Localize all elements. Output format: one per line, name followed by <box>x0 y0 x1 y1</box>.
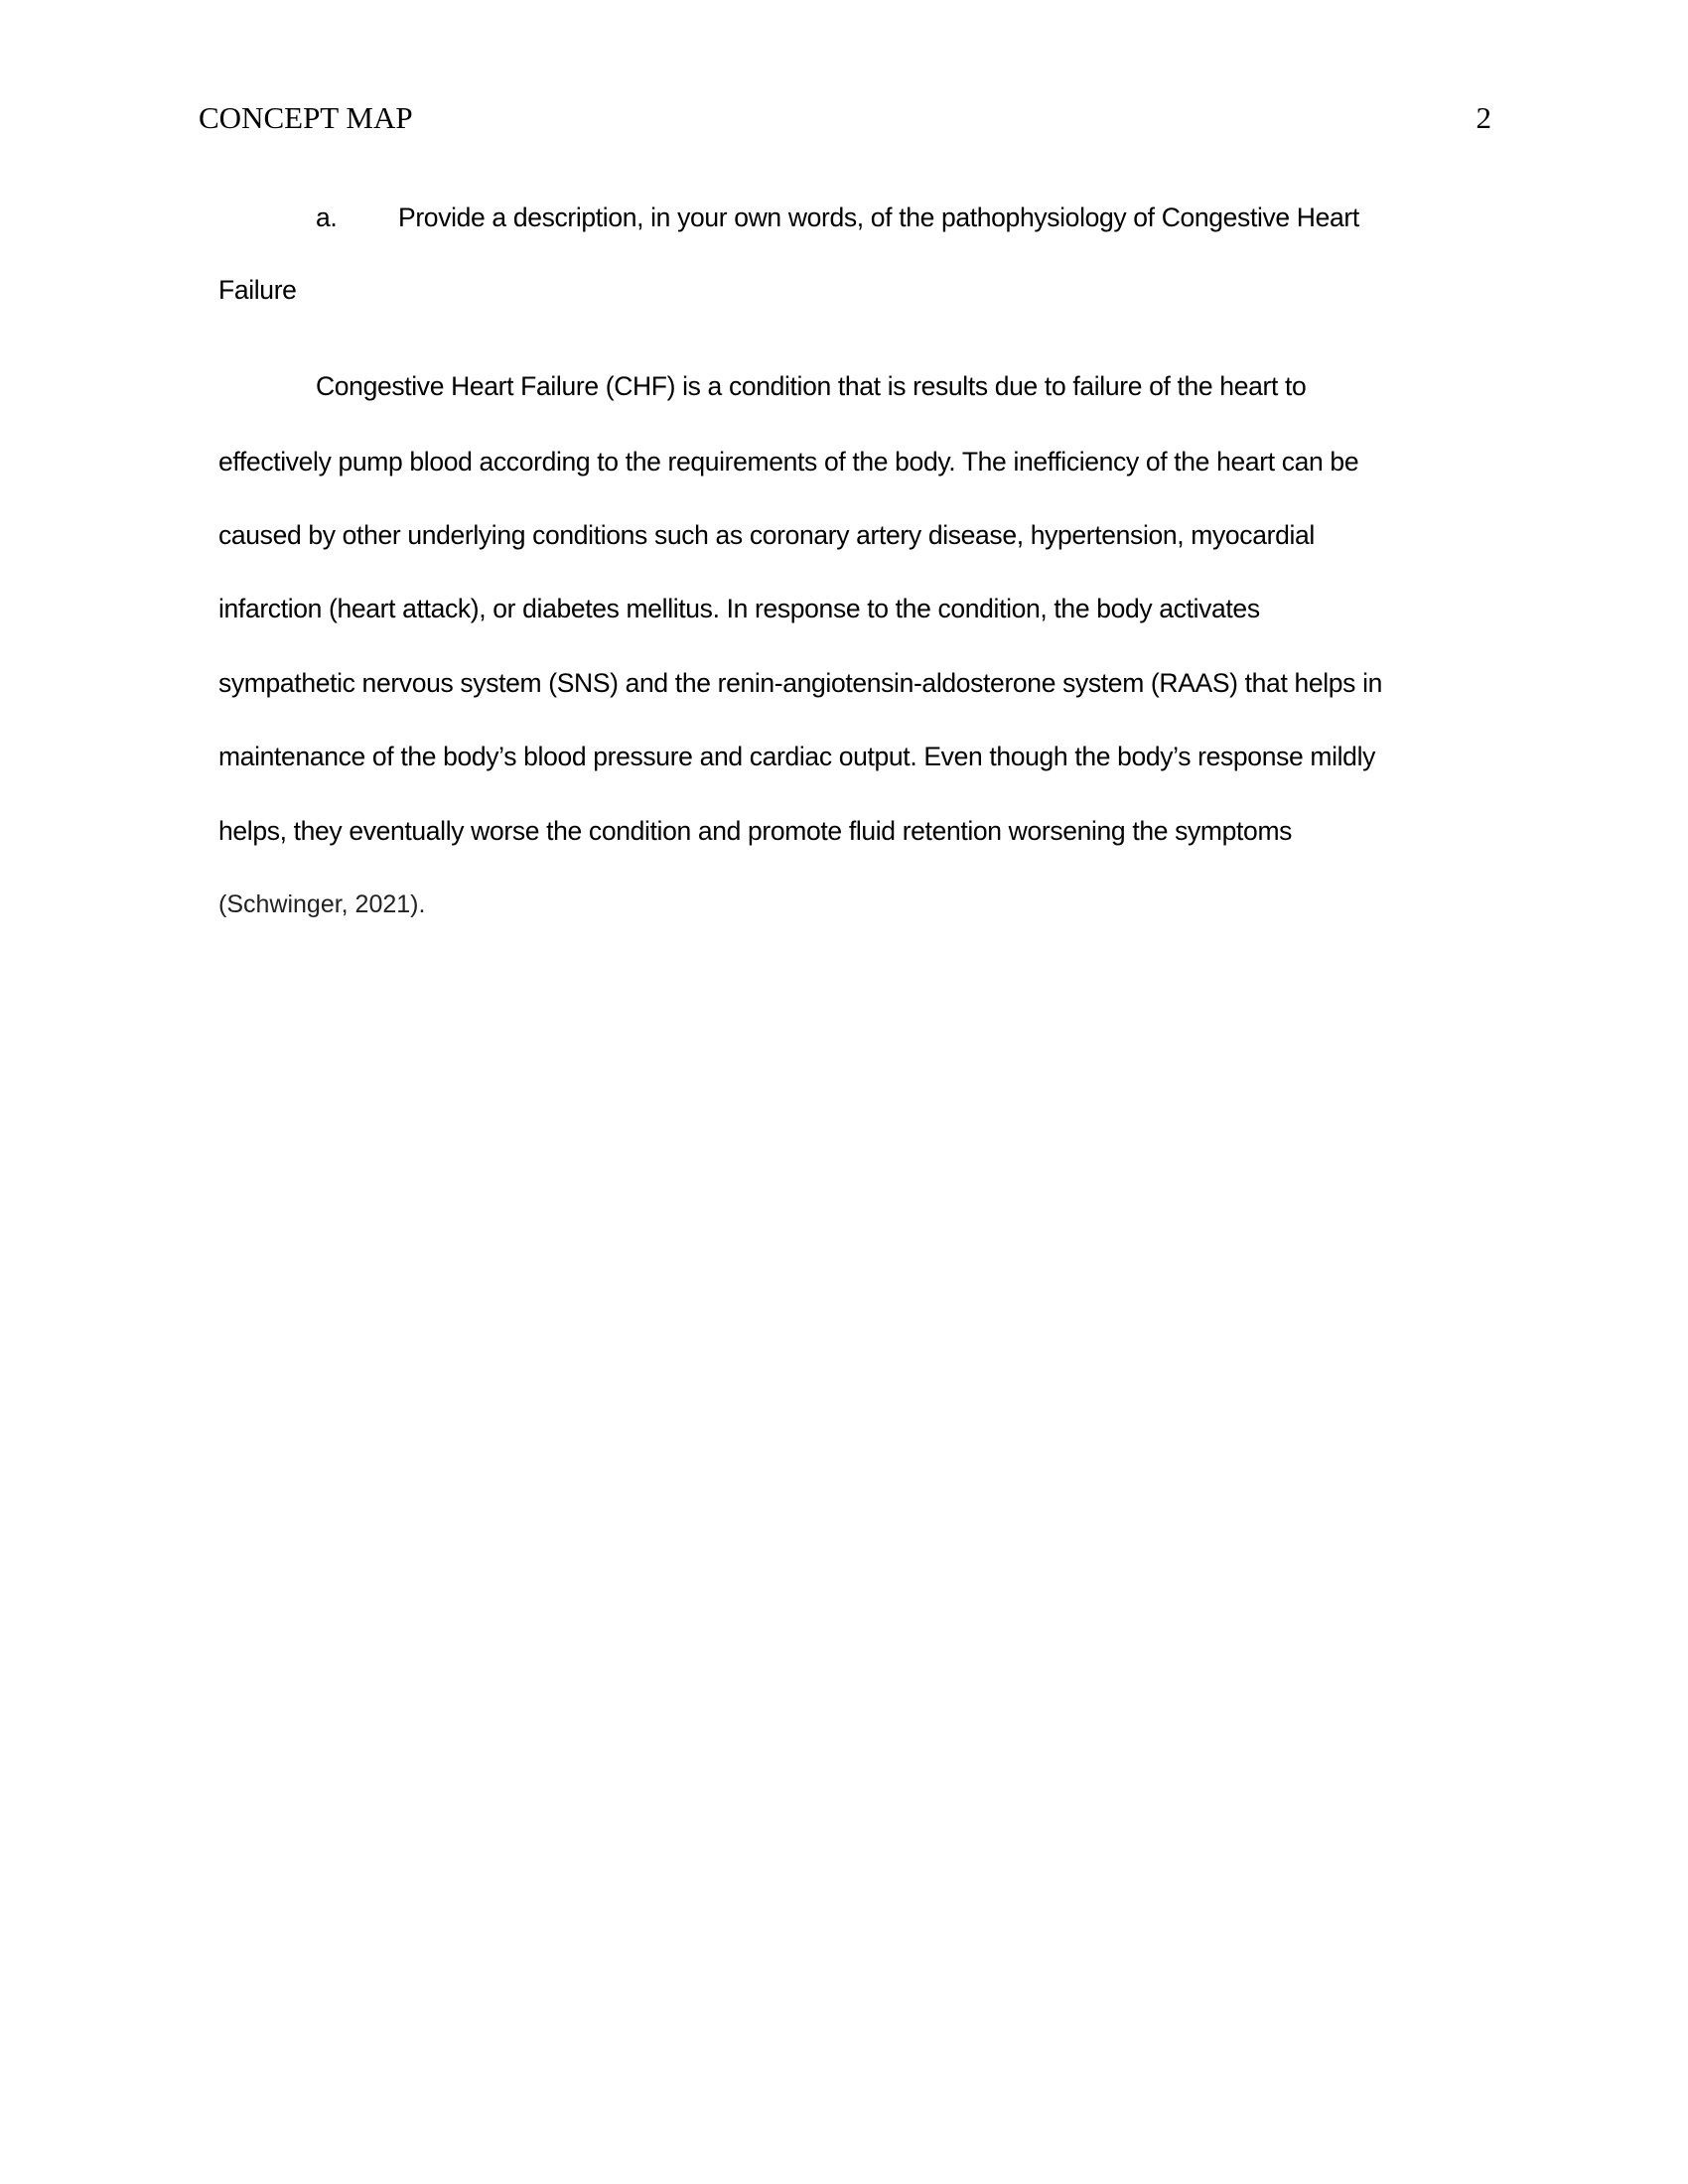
answer-line-2: effectively pump blood according to the requirements of the body. The inefficiency of the heart can be <box>218 447 1359 477</box>
answer-line-1: Congestive Heart Failure (CHF) is a condition that is results due to failure of the heart to <box>316 371 1307 401</box>
citation: (Schwinger, 2021). <box>218 890 426 918</box>
question-line-2: Failure <box>218 275 297 305</box>
question-line-1: Provide a description, in your own words, of the pathophysiology of Congestive Heart <box>398 203 1359 232</box>
answer-line-4: infarction (heart attack), or diabetes mellitus. In response to the condition, the body activates <box>218 594 1260 623</box>
page-number: 2 <box>1476 100 1491 135</box>
answer-line-3: caused by other underlying conditions such as coronary artery disease, hypertension, myocardial <box>218 520 1315 550</box>
answer-line-7: helps, they eventually worse the condition and promote fluid retention worsening the symptoms <box>218 816 1293 846</box>
answer-line-5: sympathetic nervous system (SNS) and the renin-angiotensin-aldosterone system (RAAS) that helps in <box>218 668 1383 698</box>
answer-line-6: maintenance of the body’s blood pressure and cardiac output. Even though the body’s response mildly <box>218 742 1376 771</box>
running-head: CONCEPT MAP <box>199 100 413 135</box>
question-marker: a. <box>316 203 338 232</box>
